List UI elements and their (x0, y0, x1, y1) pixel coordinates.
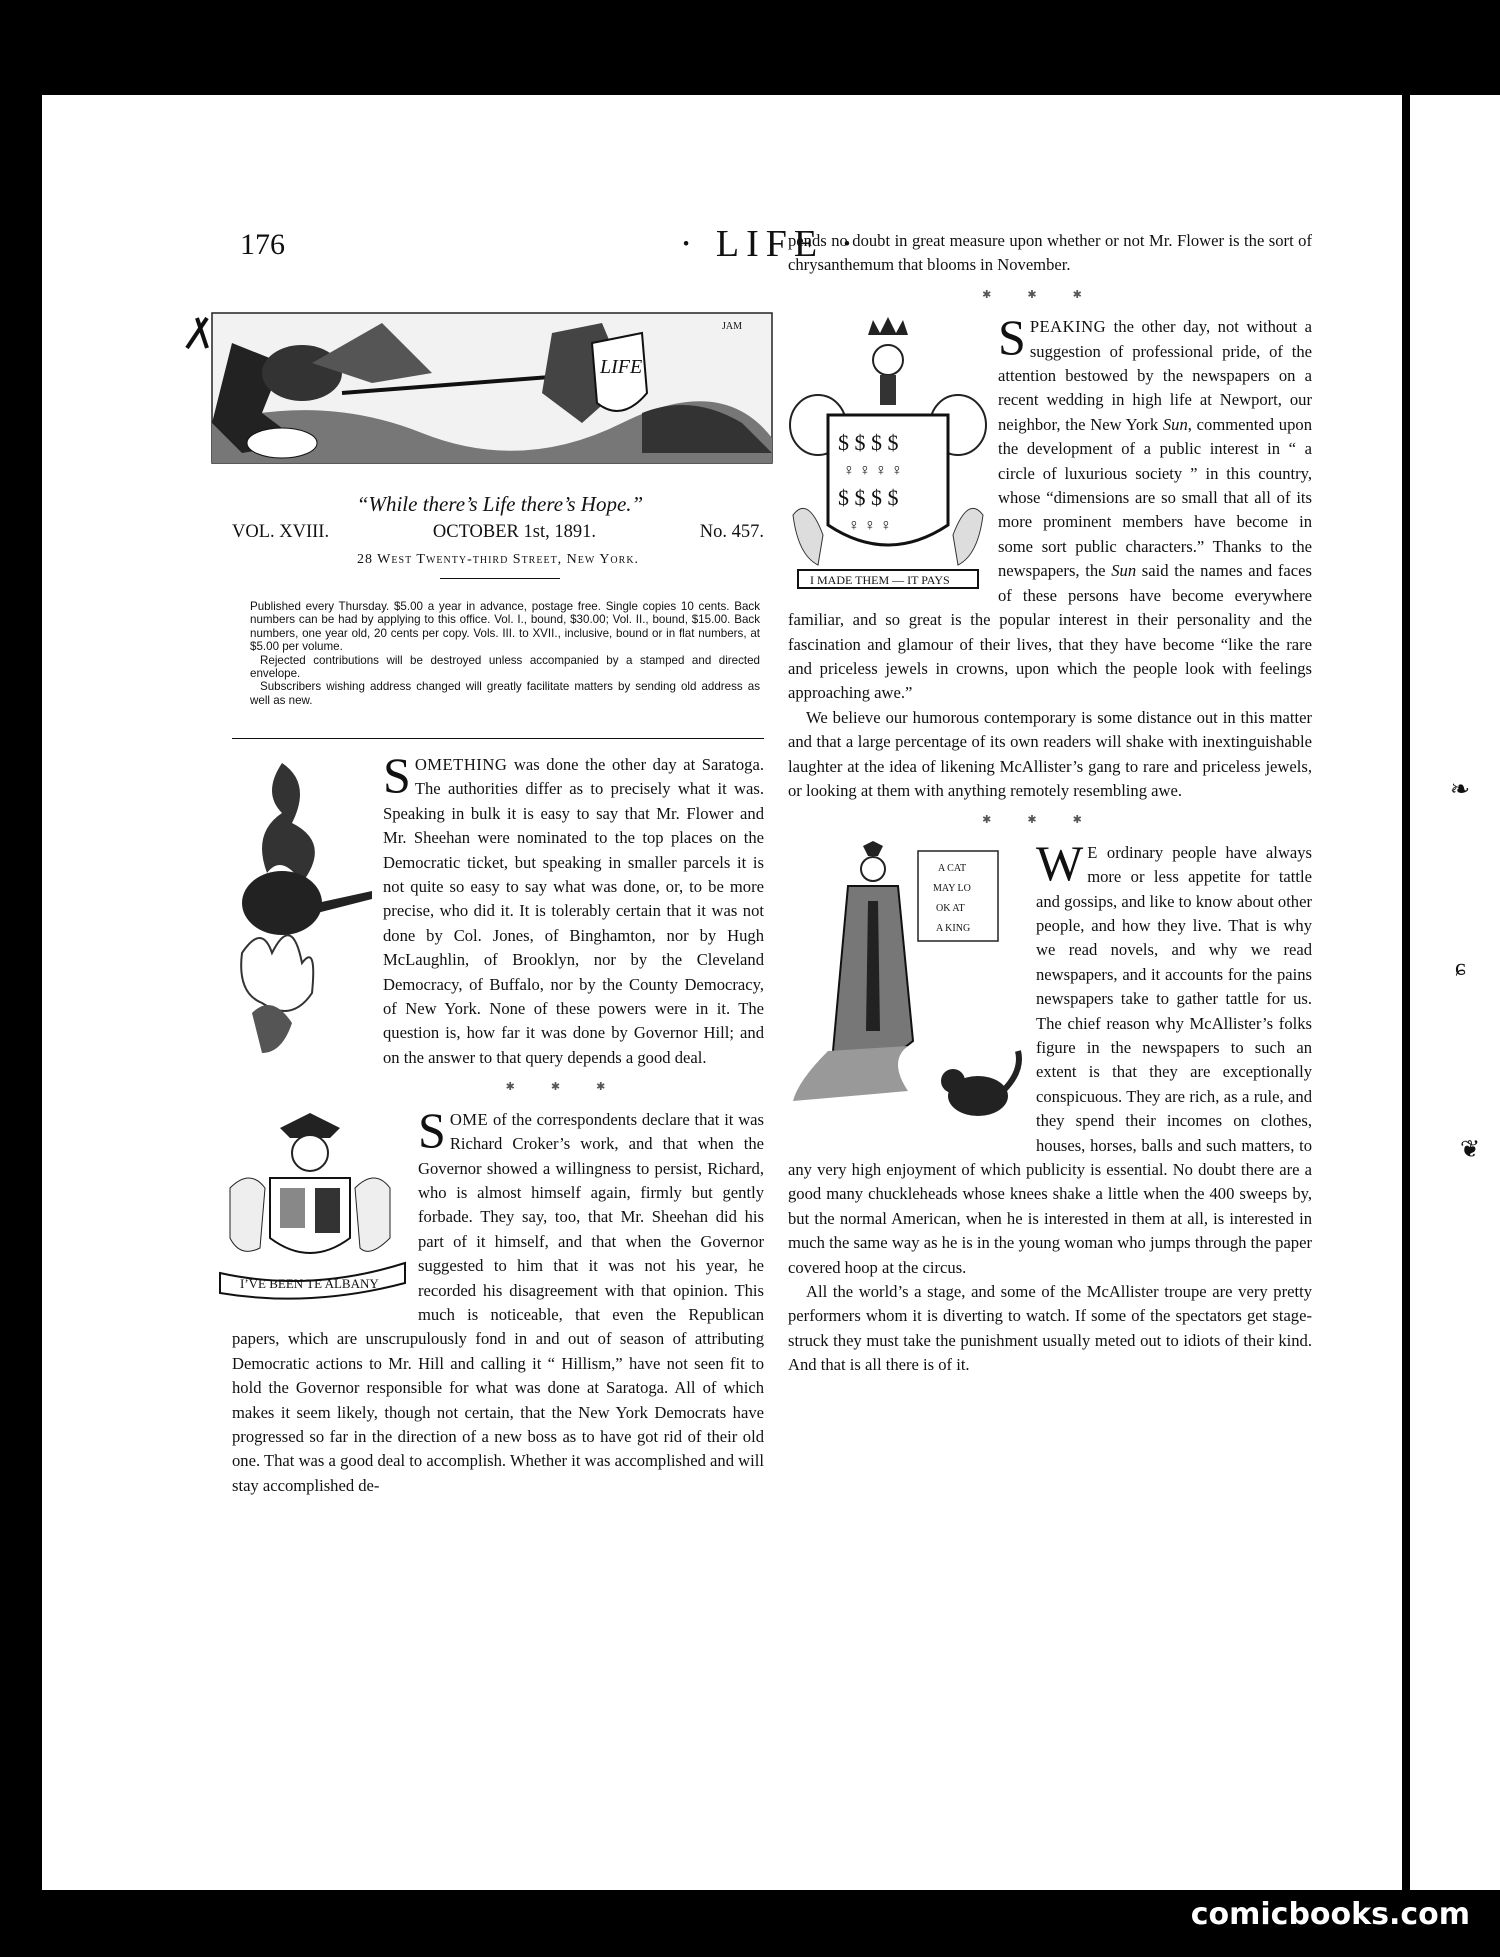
article-something (232, 747, 764, 1070)
issue-date: OCTOBER 1st, 1891. (432, 522, 596, 542)
lead-word: OME (449, 1109, 489, 1129)
lead-word: E (1087, 842, 1098, 862)
right-column (788, 229, 1312, 1378)
motto: “While there’s Life there’s Hope.” (356, 492, 644, 516)
sun-title: Sun (1162, 414, 1188, 434)
section-stars: ✱✱✱ (982, 288, 1118, 301)
article-body: of the correspondents declare that it was Richard Croker’s work, and that when the Governor showed a willingness to persist, Richard, who is almost himself again, firmly but gently forbade. They say, too, that Mr. Sheehan did his part of it himself, and that when the Governor suggested to him that it was not his year, he recorded his disagreement with that opinion. This much is noticeable, that even the Republican papers, which are unscrupulously fond in and out of season of attributing Democratic actions to Mr. Hill and calling it “ Hillism,” have not seen fit to hold the Governor responsible for what was done at Saratoga. All of which makes it seem likely, though not certain, that the New York Democrats have progressed so far in the direction of a new boss as to have got rid of their old one. That was a good deal to accomplish. Whether it was accomplished and will stay accomplished de- (232, 1109, 764, 1495)
dropcap: S (383, 747, 411, 803)
publication-notice (250, 600, 760, 707)
notice-subscription: Published every Thursday. $5.00 a year in advance, postage free. Single copies 10 cents. Back numbers can be had by applying to this office. Vol. I., bound, $30.00; Vol. II., bound, $15.00. Back numbers, one year old, 20 cents per copy. Vols. III. to XVII., inclusive, bound or in flat numbers, at $5.00 per volume. (250, 600, 760, 654)
croker-crest-illustration (210, 1108, 410, 1308)
section-stars: ✱✱✱ (982, 814, 1118, 827)
shield-text: LIFE (600, 356, 643, 378)
article-body: , commented upon the development of a public interest in “ a circle of luxurious society ” in this country, whose “dimensions are so small that all of its more prominent members have become in some sort public characters.” Thanks to the newspapers, the (998, 414, 1312, 581)
article-we (788, 834, 1312, 1378)
article-body: was done the other day at Saratoga. The authorities differ as to precisely what it was. Speaking in bulk it is easy to say that Mr. Flower and Mr. Sheehan were nominated to the top places on the Democratic ticket, but speaking in smaller parcels it is not quite so easy to say what was done, or, to be more precise, who did it. It is tolerably certain that it was not done by Col. Jones, of Binghamton, nor by Hugh McLaughlin, of Brooklyn, nor by the Cleveland Democracy, of Buffalo, nor by the County Democracy, of New York. None of these powers were in it. The question is, how far it was done by Governor Hill; and on the answer to that query depends a good deal. (383, 755, 764, 1067)
article-paragraph: We believe our humorous contemporary is some distance out in this matter and that a large percentage of its own readers will shake with inextinguishable laughter at the idea of likening McAllister’s gang to rare and priceless jewels, or looking at them with anything remotely resembling awe. (788, 707, 1312, 800)
crest-ribbon-text: I MADE THEM — IT PAYS (810, 573, 950, 588)
article-paragraph: All the world’s a stage, and some of the McAllister troupe are very pretty performers whom it is diverting to watch. If some of the spectators get stage-struck they must take the punishment usually meted out to idiots of their kind. And that is all there is of it. (788, 1282, 1312, 1375)
sign-line: A CAT (938, 862, 967, 874)
article-some (232, 1101, 764, 1499)
lead-word: PEAKING (1029, 317, 1107, 337)
page-number: 176 (240, 228, 285, 261)
ribbon-text: I’VE BEEN TE ALBANY (240, 1275, 379, 1291)
magazine-page (42, 95, 1402, 1890)
left-column (232, 747, 764, 1498)
adjacent-page-edge: ❧ ɕ ❦ (1410, 95, 1500, 1890)
divider (232, 738, 764, 739)
svg-text:♀ ♀ ♀ ♀: ♀ ♀ ♀ ♀ (843, 462, 903, 480)
issue-number: No. 457. (699, 522, 764, 542)
sun-title: Sun (1111, 561, 1137, 581)
dollar-crest-illustration (788, 315, 988, 605)
frying-pan-fire-illustration (222, 753, 377, 1083)
article-body: ordinary people have always more or less appetite for tattle and gossips, and like to know about other people, and how they live. That is why we read novels, and why we read newspapers, and it accounts for the pains newspapers take to gather tattle for us. The chief reason why McAllister’s folks figure in the newspapers to such an extent is that they are exceptionally conspicuous. They are rich, as a rule, and they spend their incomes on clothes, houses, horses, balls and such matters, to any very high enjoyment of which publicity is essential. No doubt there are a good many chuckleheads whose knees shake a little when the 400 sweeps by, but the normal American, when he is interested in them at all, is interested in much the same way as he is in the young woman who jumps through the paper covered hoop at the circus. (788, 842, 1312, 1277)
svg-text:♀ ♀ ♀: ♀ ♀ ♀ (848, 517, 892, 535)
svg-text:$ $ $ $: $ $ $ $ (838, 430, 899, 456)
sign-line: A KING (936, 922, 971, 934)
masthead-title: · LIFE · (679, 223, 861, 265)
king-and-cat-illustration (788, 841, 1028, 1141)
dropcap: W (1036, 834, 1084, 891)
sign-line: OK AT (936, 902, 965, 914)
artist-initials: JAM (722, 321, 743, 332)
continuation-text: pends no doubt in great measure upon whether or not Mr. Flower is the sort of chrysanthemum that blooms in November. (788, 231, 1312, 275)
lead-word: OMETHING (414, 755, 508, 774)
volume-line (232, 522, 764, 543)
divider (440, 578, 560, 579)
section-stars: ✱✱✱ (505, 1081, 642, 1094)
banner-illustration (172, 303, 812, 483)
article-speaking (788, 309, 1312, 803)
notice-rejected: Rejected contributions will be destroyed unless accompanied by a stamped and directed envelope. (250, 653, 760, 681)
article-body: the other day, not without a suggestion of professional pride, of the attention bestowed by the newspapers on a recent wedding in high life at Newport, our neighbor, the New York (998, 317, 1312, 434)
svg-text:$ $ $ $: $ $ $ $ (838, 485, 899, 511)
watermark: comicbooks.com (1190, 1897, 1470, 1932)
page-gutter (1402, 95, 1410, 1890)
notice-address: Subscribers wishing address changed will greatly facilitate matters by sending old address as well as new. (250, 680, 760, 707)
dropcap: S (998, 309, 1026, 366)
sign-line: MAY LO (933, 882, 971, 894)
volume-number: VOL. XVIII. (232, 522, 330, 542)
address: 28 West Twenty-third Street, New York. (356, 552, 640, 567)
article-body: said the names and faces of these persons have become everywhere familiar, and so great is the popular interest in their personality and the fascination and glamour of their lives, that they have become “like the rare and priceless jewels in crowns, upon which the people look with feelings approaching awe.” (788, 561, 1312, 703)
dropcap: S (418, 1101, 446, 1158)
